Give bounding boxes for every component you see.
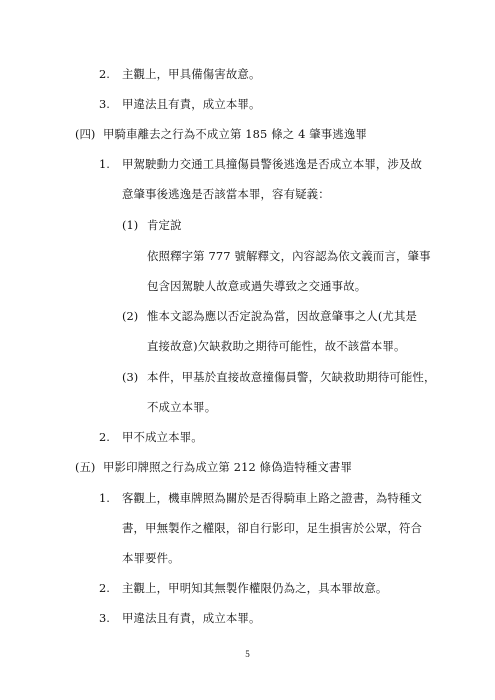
sub-item-marker: (1) <box>122 218 139 232</box>
text-line: 主觀上，甲具備傷害故意。 <box>122 67 261 81</box>
item-marker: 3. <box>99 611 110 625</box>
text-line: 甲違法且有責，成立本罪。 <box>122 97 261 111</box>
section-heading: 甲騎車離去之行為不成立第 185 條之 4 肇事逃逸罪 <box>103 127 367 141</box>
text-line: 不成立本罪。 <box>147 400 217 414</box>
text-line: 依照釋字第 777 號解釋文，內容認為依文義而言，肇事 <box>147 249 431 263</box>
section-marker: (五) <box>75 460 96 474</box>
text-line: 肯定說 <box>147 218 182 232</box>
sub-item-marker: (3) <box>122 370 139 384</box>
text-line: 甲違法且有責，成立本罪。 <box>122 611 261 625</box>
item-marker: 2. <box>99 67 110 81</box>
sub-item-marker: (2) <box>122 309 139 323</box>
text-line: 甲駕駛動力交通工具撞傷員警後逃逸是否成立本罪，涉及故 <box>122 157 423 171</box>
text-line: 包含因駕駛人故意或過失導致之交通事故。 <box>147 279 367 293</box>
page-number: 5 <box>245 649 250 659</box>
text-line: 直接故意)欠缺救助之期待可能性，故不該當本罪。 <box>147 339 406 353</box>
text-line: 本件，甲基於直接故意撞傷員警，欠缺救助期待可能性， <box>147 370 436 384</box>
item-marker: 2. <box>99 430 110 444</box>
item-marker: 2. <box>99 581 110 595</box>
section-heading: 甲影印牌照之行為成立第 212 條偽造特種文書罪 <box>103 460 353 474</box>
text-line: 客觀上，機車牌照為關於是否得騎車上路之證書，為特種文 <box>122 491 423 505</box>
text-line: 惟本文認為應以否定說為當，因故意肇事之人(尤其是 <box>147 309 418 323</box>
text-line: 甲不成立本罪。 <box>122 430 203 444</box>
text-line: 意肇事後逃逸是否該當本罪，容有疑義： <box>122 187 330 201</box>
text-line: 書，甲無製作之權限，卻自行影印，足生損害於公眾，符合 <box>122 521 423 535</box>
text-line: 主觀上，甲明知其無製作權限仍為之，具本罪故意。 <box>122 581 388 595</box>
item-marker: 1. <box>99 157 110 171</box>
text-line: 本罪要件。 <box>122 551 180 565</box>
item-marker: 3. <box>99 97 110 111</box>
section-marker: (四) <box>75 127 96 141</box>
item-marker: 1. <box>99 491 110 505</box>
